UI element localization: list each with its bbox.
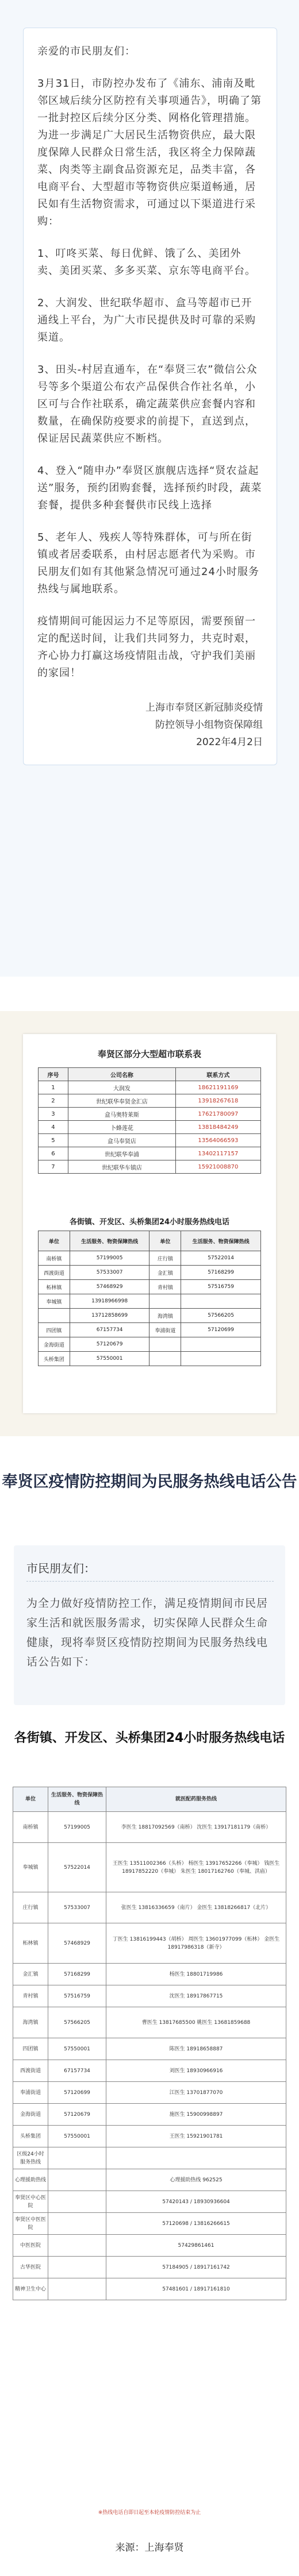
table-cell: 世纪联华车镇店 [68, 1160, 175, 1174]
table-cell [39, 1309, 70, 1323]
table-row [13, 1843, 286, 1892]
table-cell [48, 2235, 106, 2257]
table-cell: 奉城镇 [13, 1843, 48, 1892]
letter-card [23, 28, 277, 765]
table-cell: 57120699 [181, 1323, 261, 1337]
table-cell: 心理援助热线 962525 [106, 2169, 286, 2191]
table-cell: 丁医生 13816199443（胡桥） 周医生 13601977099（柘林） 金医生 18917986318（新寺） [106, 1923, 286, 1964]
letter-paragraph-4: 3、田头-村居直通车，在“奉贤三农”微信公众号等多个渠道公布农产品保供合作社名单，小区可与合作社联系，确定蔬菜供应套餐内容和数量，在确保防疫要求的前提下，直送到点，保证居民蔬菜供应不断档。 [37, 364, 258, 445]
table-row [39, 1309, 261, 1323]
table-cell: 青村镇 [150, 1280, 181, 1294]
table-row [39, 1266, 261, 1280]
table-cell: 头桥集团 [13, 2126, 48, 2147]
table-cell [181, 1337, 261, 1352]
table-cell: 57468929 [70, 1280, 150, 1294]
table-cell: 57550001 [48, 2038, 106, 2060]
table-cell: 57566205 [181, 1309, 261, 1323]
table-cell: 陈医生 18918658887 [106, 2038, 286, 2060]
hotline-announcement-section [0, 1436, 299, 2576]
header-cell: 生活服务、物资保障热线 [48, 1787, 106, 1812]
header-cell: 公司名称 [68, 1068, 175, 1081]
table-row [13, 2126, 286, 2147]
table-cell: 南桥镇 [39, 1251, 70, 1266]
table-cell: 1 [39, 1081, 68, 1094]
table-cell: 心理援助热线 [13, 2169, 48, 2191]
letter-paragraph-2: 1、叮咚买菜、每日优鲜、饿了么、美团外卖、美团买菜、多多买菜、京东等电商平台。 [37, 248, 256, 277]
table-cell: 奉浦街道 [150, 1323, 181, 1337]
supermarket-table-title: 奉贤区部分大型超市联系表 [97, 1049, 201, 1059]
table-row [39, 1352, 261, 1366]
table-cell: 世纪联华奉贤金汇店 [68, 1094, 175, 1108]
table-cell: 15921008870 [175, 1160, 260, 1174]
letter-signature [37, 699, 263, 751]
table-cell: 金海街道 [13, 2104, 48, 2126]
table-cell: 四团镇 [39, 1323, 70, 1337]
table-row [13, 2104, 286, 2126]
table-cell: 盒马奉贤店 [68, 1134, 175, 1147]
table-cell: 57550001 [48, 2126, 106, 2147]
table-cell: 67157734 [70, 1323, 150, 1337]
table-cell: 57481601 / 18917161810 [106, 2278, 286, 2300]
letter-paragraph-6: 5、老年人、残疾人等特殊群体，可与所在街镇或者居委联系，由村居志愿者代为采购。市民朋友们如有其他紧急情况可通过24小时服务热线与属地联系。 [37, 531, 259, 595]
table-cell: 曹医生 13817685500 姚医生 13681859688 [106, 2007, 286, 2038]
table-cell: 头桥集团 [39, 1352, 70, 1366]
table-cell: 海湾镇 [13, 2007, 48, 2038]
table-row [13, 2169, 286, 2191]
table-cell: 盒马奥特莱斯 [68, 1108, 175, 1121]
table-cell [181, 1352, 261, 1366]
table-cell: 奉贤区中医医院 [13, 2213, 48, 2235]
header-cell: 单位 [13, 1787, 48, 1812]
table-cell [48, 2191, 106, 2213]
town-hotline-table-small [38, 1231, 261, 1366]
table-row [13, 2213, 286, 2235]
table-row [13, 2257, 286, 2278]
table-cell: 57199005 [70, 1251, 150, 1266]
signature-line-1: 上海市奉贤区新冠肺炎疫情 [145, 702, 263, 714]
table-cell: 57120679 [48, 2104, 106, 2126]
table-row [39, 1337, 261, 1352]
table-cell: 57429861461 [106, 2235, 286, 2257]
dashed-divider [26, 1581, 274, 1582]
table-cell: 6 [39, 1147, 68, 1160]
table-row [13, 2278, 286, 2300]
table-cell: 区级24小时服务热线 [13, 2147, 48, 2169]
table-cell: 57533007 [70, 1266, 150, 1280]
table-cell: 57120699 [48, 2082, 106, 2104]
table-cell: 江医生 13701877070 [106, 2082, 286, 2104]
table-row [39, 1294, 261, 1309]
table-cell: 13918267618 [175, 1094, 260, 1108]
table-row [13, 2038, 286, 2060]
table-cell: 13712858699 [70, 1309, 150, 1323]
table-row [13, 2191, 286, 2213]
table-cell: 金汇镇 [13, 1964, 48, 1985]
table-cell [150, 1337, 181, 1352]
table-row [13, 1985, 286, 2007]
footnote: ※热线电话自即日起至本轮疫情防控结束为止 [98, 2510, 201, 2516]
table-cell: 5 [39, 1134, 68, 1147]
table-cell [48, 2169, 106, 2191]
table-cell: 57120679 [70, 1337, 150, 1352]
table-cell: 西渡街道 [13, 2060, 48, 2082]
header-cell: 单位 [150, 1231, 181, 1251]
table-cell: 67157734 [48, 2060, 106, 2082]
table-row [13, 2060, 286, 2082]
table-cell: 李医生 18817092569（南桥） 沈医生 13917181179（南桥） [106, 1812, 286, 1843]
table-cell: 西渡街道 [39, 1266, 70, 1280]
table-cell: 17621780097 [175, 1108, 260, 1121]
letter-paragraph-3: 2、大润发、世纪联华超市、盒马等超市已开通线上平台，为广大市民提供及时可靠的采购渠道。 [37, 297, 256, 344]
table-cell: 13564066593 [175, 1134, 260, 1147]
table-cell: 57533007 [48, 1892, 106, 1923]
supermarket-contact-table [38, 1067, 261, 1174]
table-row [39, 1081, 261, 1094]
table-cell: 57522014 [48, 1843, 106, 1892]
table-cell: 张医生 13816336659（南片） 金医生 13818266817（北片） [106, 1892, 286, 1923]
table-cell: 57120698 / 13816266615 [106, 2213, 286, 2235]
table-cell [150, 1352, 181, 1366]
table-row [13, 2007, 286, 2038]
intro-greeting: 市民朋友们： [26, 1561, 95, 1575]
header-cell: 联系方式 [175, 1068, 260, 1081]
table-cell: 7 [39, 1160, 68, 1174]
table-cell: 大润发 [68, 1081, 175, 1094]
table-cell [48, 2213, 106, 2235]
table-cell: 杨医生 18801719986 [106, 1964, 286, 1985]
hotline-table [13, 1787, 286, 2300]
table-cell: 13918966998 [70, 1294, 150, 1309]
table-cell: 王医生 13511002366（头桥） 杨医生 13917652266（奉城） 钱医生 18917852220（奉城） 朱医生 18017162760（奉城、洪庙） [106, 1843, 286, 1892]
table-row [13, 1923, 286, 1964]
table-cell: 庄行镇 [13, 1892, 48, 1923]
table-cell: 刘医生 18930966916 [106, 2060, 286, 2082]
announcement-title: 奉贤区疫情防控期间为民服务热线电话公告 [2, 1473, 297, 1491]
table-cell [48, 2278, 106, 2300]
table-cell: 57199005 [48, 1812, 106, 1843]
table-cell: 庄行镇 [150, 1251, 181, 1266]
table-row [13, 2235, 286, 2257]
table-cell: 四团镇 [13, 2038, 48, 2060]
table-cell [48, 2147, 106, 2169]
table-cell: 奉浦街道 [13, 2082, 48, 2104]
notice-letter-section [0, 0, 299, 977]
header-cell: 单位 [39, 1231, 70, 1251]
table-header-row [13, 1787, 286, 1812]
table-row [13, 1964, 286, 1985]
table-cell: 奉城镇 [39, 1294, 70, 1309]
table-cell: 柘林镇 [13, 1923, 48, 1964]
table-cell: 57168299 [48, 1964, 106, 1985]
table-row [13, 1812, 286, 1843]
table-cell [106, 2147, 286, 2169]
table-cell: 沈医生 18917867715 [106, 1985, 286, 2007]
table-cell: 57420143 / 18930936604 [106, 2191, 286, 2213]
letter-paragraph-7: 疫情期间可能因运力不足等原因，需要预留一定的配送时间，让我们共同努力，共克时艰，齐心协力打赢这场疫情阻击战，守护我们美丽的家园！ [37, 615, 256, 679]
table-cell: 柘林镇 [39, 1280, 70, 1294]
letter-salutation: 亲爱的市民朋友们： [37, 45, 136, 57]
table-row [39, 1134, 261, 1147]
table-cell: 南桥镇 [13, 1812, 48, 1843]
intro-body: 为全力做好疫情防控工作，满足疫情期间市民居家生活和就医服务需求，切实保障人民群众生命健康，现将奉贤区疫情防控期间为民服务热线电话公告如下： [26, 1597, 269, 1668]
table-cell [181, 1294, 261, 1309]
table-header-row [39, 1231, 261, 1251]
table-cell: 57522014 [181, 1251, 261, 1266]
table-cell: 57516759 [48, 1985, 106, 2007]
hotline-table-title-small: 各街镇、开发区、头桥集团24小时服务热线电话 [69, 1218, 230, 1227]
table-row [13, 2147, 286, 2169]
table-cell: 精神卫生中心 [13, 2278, 48, 2300]
table-cell: 卜蜂莲花 [68, 1121, 175, 1134]
table-cell: 13402117157 [175, 1147, 260, 1160]
table-row [13, 2082, 286, 2104]
announcement-intro-card [14, 1545, 285, 1705]
signature-line-2: 防控领导小组物资保障组 [155, 719, 263, 731]
table-cell: 青村镇 [13, 1985, 48, 2007]
table-row [39, 1108, 261, 1121]
table-row [39, 1147, 261, 1160]
table-cell [150, 1294, 181, 1309]
table-header-row [39, 1068, 261, 1081]
table-cell: 金海街道 [39, 1337, 70, 1352]
table-cell: 13818484249 [175, 1121, 260, 1134]
table-cell: 3 [39, 1108, 68, 1121]
table-row [39, 1160, 261, 1174]
table-cell: 施医生 15900998897 [106, 2104, 286, 2126]
table-cell: 57468929 [48, 1923, 106, 1964]
table-cell: 4 [39, 1121, 68, 1134]
notice-paper [23, 1034, 276, 1413]
table-row [39, 1121, 261, 1134]
table-cell [48, 2257, 106, 2278]
table-cell: 古华医院 [13, 2257, 48, 2278]
table-cell: 57184905 / 18917161742 [106, 2257, 286, 2278]
header-cell: 生活服务、物资保障热线 [70, 1231, 150, 1251]
table-cell: 中医医院 [13, 2235, 48, 2257]
header-cell: 生活服务、物资保障热线 [181, 1231, 261, 1251]
signature-date: 2022年4月2日 [196, 736, 263, 748]
hotline-table-title: 各街镇、开发区、头桥集团24小时服务热线电话 [14, 1731, 285, 1745]
table-cell: 18621191169 [175, 1081, 260, 1094]
table-row [39, 1251, 261, 1266]
header-cell: 就医配药服务热线 [106, 1787, 286, 1812]
supermarket-notice-section [0, 1011, 299, 1436]
table-cell: 海湾镇 [150, 1309, 181, 1323]
table-cell: 王医生 15921901781 [106, 2126, 286, 2147]
table-row [13, 1892, 286, 1923]
header-cell: 序号 [39, 1068, 68, 1081]
table-cell: 金汇镇 [150, 1266, 181, 1280]
table-cell: 57550001 [70, 1352, 150, 1366]
letter-paragraph-1: 3月31日，市防控办发布了《浦东、浦南及毗邻区域后续分区防控有关事项通告》，明确了第一批封控区后续分区分类、网格化管理措施。为进一步满足广大居民生活物资供应，最大限度保障人民群众日常生活，我区将全力保障蔬菜、肉类等主副食品资源充足，品类丰富，各电商平台、大型超市等物资供应渠道畅通，居民如有生活物资需求，可通过以下渠道进行采购： [37, 78, 262, 227]
table-row [39, 1323, 261, 1337]
table-cell: 57516759 [181, 1280, 261, 1294]
table-row [39, 1094, 261, 1108]
table-cell: 57168299 [181, 1266, 261, 1280]
table-cell: 2 [39, 1094, 68, 1108]
table-cell: 世纪联华奉浦 [68, 1147, 175, 1160]
table-cell: 奉贤区中心医院 [13, 2191, 48, 2213]
letter-paragraph-5: 4、登入“随申办”奉贤区旗舰店选择“贤农益起送”服务，预约团购套餐，选择预约时段，蔬菜套餐，提供多种套餐供市民线上选择 [37, 465, 262, 511]
table-cell: 57566205 [48, 2007, 106, 2038]
source-credit: 来源：上海奉贤 [115, 2542, 184, 2554]
table-row [39, 1280, 261, 1294]
